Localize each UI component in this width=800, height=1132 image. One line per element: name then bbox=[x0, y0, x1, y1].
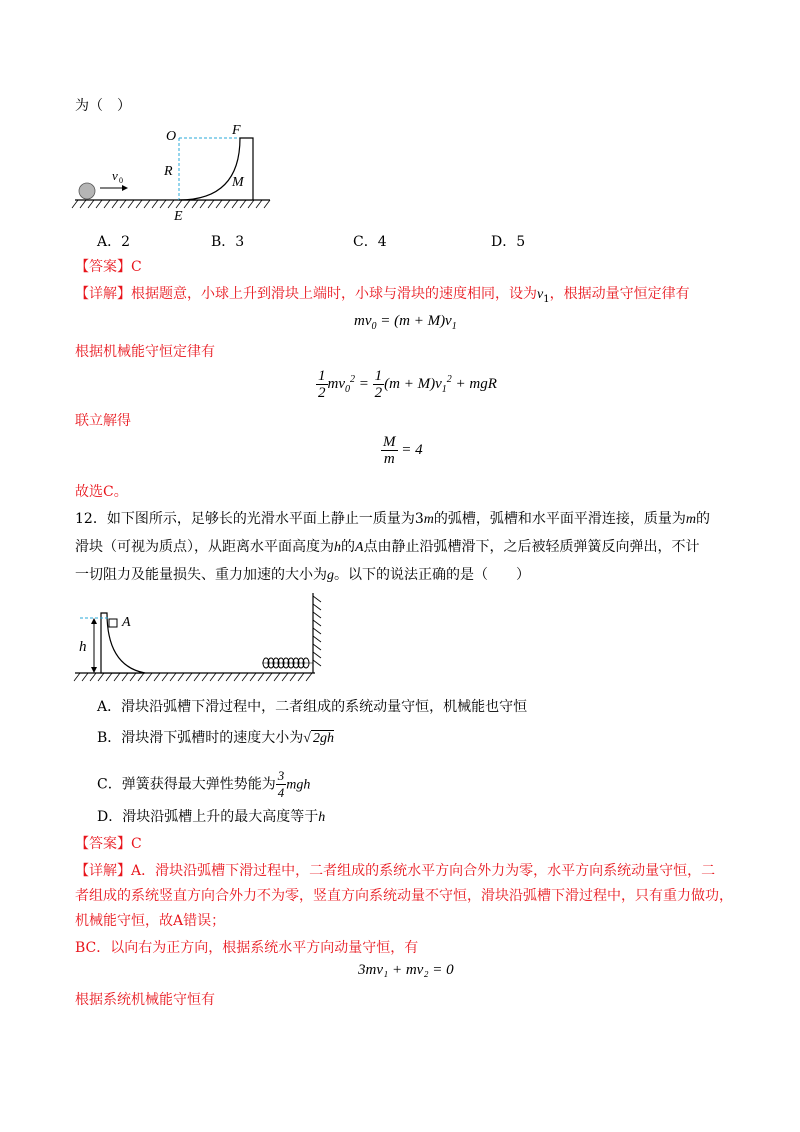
label-R: R bbox=[164, 164, 173, 179]
v0-sub: 0 bbox=[119, 176, 123, 185]
q12-stem-line-3 bbox=[75, 565, 530, 586]
detail-var-sub: 1 bbox=[543, 293, 550, 305]
q12-detail-line-3: 机械能守恒，故A错误； bbox=[75, 913, 226, 929]
label-h: h bbox=[79, 639, 87, 655]
detail-label: 【详解】 bbox=[75, 863, 131, 879]
q12-option-c bbox=[97, 768, 310, 801]
var-m: m bbox=[685, 512, 696, 527]
label-E: E bbox=[174, 209, 183, 224]
answer-value: C bbox=[131, 259, 142, 275]
var-h: h bbox=[318, 810, 326, 825]
stem-text: 一切阻力及能量损失、重力加速的大小为 bbox=[75, 567, 327, 583]
q11-option-b: B．3 bbox=[211, 234, 245, 250]
slider-block bbox=[179, 138, 253, 200]
stem-text: 点由静止沿弧槽滑下，之后被轻质弹簧反向弹出，不计 bbox=[363, 539, 700, 555]
q11-figure bbox=[70, 120, 280, 225]
var-m: m bbox=[423, 512, 434, 527]
block-A bbox=[109, 619, 117, 627]
detail-var: v bbox=[537, 287, 544, 302]
q11-answer bbox=[75, 257, 142, 277]
q11-line-energy: 根据机械能守恒定律有 bbox=[75, 344, 215, 360]
answer-value: C bbox=[131, 836, 142, 852]
q11-line-solve: 联立解得 bbox=[75, 413, 131, 429]
label-A: A bbox=[122, 615, 131, 630]
stem-text: 的弧槽，弧槽和水平面平滑连接，质量为 bbox=[433, 511, 686, 527]
q11-option-d: D．5 bbox=[491, 234, 526, 250]
q12-answer bbox=[75, 834, 142, 854]
sqrt-expr: 2gh bbox=[312, 731, 334, 746]
equation-energy: $\frac{1}{2}$ $mv_0^2$ = $\frac{1}{2}$ $(m + M)v_1^2$ + mgR bbox=[318, 368, 497, 401]
q12-option-a: A．滑块沿弧槽下滑过程中，二者组成的系统动量守恒，机械能也守恒 bbox=[97, 699, 528, 715]
label-M: M bbox=[232, 175, 244, 190]
q12-detail-line-5: 根据系统机械能守恒有 bbox=[75, 992, 215, 1008]
q12-figure bbox=[70, 588, 330, 688]
equation-momentum: $mv_0 = (m + M)v_1$ bbox=[354, 313, 457, 332]
detail-text: A．滑块沿弧槽下滑过程中，二者组成的系统水平方向合外力为零，水平方向系统动量守恒，二 bbox=[131, 863, 716, 879]
option-text: C．弹簧获得最大弹性势能为 bbox=[97, 776, 276, 793]
frac-den: 4 bbox=[277, 785, 285, 800]
label-O: O bbox=[166, 129, 177, 144]
stem-text: 的 bbox=[695, 511, 710, 527]
detail-label: 【详解】 bbox=[75, 286, 131, 302]
q12-option-b: B．滑块滑下弧槽时的速度大小为√ 2gh bbox=[97, 730, 334, 746]
answer-label: 【答案】 bbox=[75, 259, 131, 275]
frac-num: 3 bbox=[277, 768, 285, 783]
expr-mgh: mgh bbox=[286, 777, 311, 793]
q11-detail bbox=[75, 284, 690, 310]
q12-detail-line-2: 者组成的系统竖直方向合外力不为零，竖直方向系统动量不守恒，滑块沿弧槽下滑过程中，只有重力做功， bbox=[75, 888, 733, 904]
var-g: g bbox=[327, 568, 334, 583]
var-h: h bbox=[334, 540, 341, 555]
q12-stem-line-1 bbox=[75, 509, 710, 530]
equation-horizontal-momentum: 3mv₁ + mv₂ = 0 bbox=[358, 962, 454, 978]
option-text: D．滑块沿弧槽上升的最大高度等于 bbox=[97, 809, 319, 825]
v0-label: v bbox=[112, 168, 118, 183]
stem-text: 的 bbox=[341, 539, 355, 555]
stem-text: 12．如下图所示，足够长的光滑水平面上静止一质量为3 bbox=[75, 511, 424, 527]
q12-option-d bbox=[97, 807, 325, 828]
detail-text-2: ，根据动量守恒定律有 bbox=[549, 286, 690, 302]
stem-text: 滑块（可视为质点），从距离水平面高度为 bbox=[75, 539, 334, 555]
stem-text: 。以下的说法正确的是（ ） bbox=[334, 567, 530, 583]
var-A: A bbox=[355, 540, 364, 555]
q12-detail-line-1 bbox=[75, 861, 715, 881]
q11-stem-tail: 为（ ） bbox=[75, 98, 131, 114]
label-F: F bbox=[232, 123, 241, 138]
q11-line-choice: 故选C。 bbox=[75, 484, 128, 500]
ball bbox=[79, 183, 95, 199]
q12-stem-line-2 bbox=[75, 537, 700, 558]
q11-option-a: A．2 bbox=[97, 234, 131, 250]
detail-text-1: 根据题意，小球上升到滑块上端时，小球与滑块的速度相同，设为 bbox=[131, 286, 537, 302]
q11-option-c: C．4 bbox=[353, 234, 387, 250]
equation-ratio: $\frac{M}{m}$ = 4 bbox=[383, 434, 423, 467]
answer-label: 【答案】 bbox=[75, 836, 131, 852]
option-text: B．滑块滑下弧槽时的速度大小为 bbox=[97, 730, 304, 746]
q12-detail-line-4: BC．以向右为正方向，根据系统水平方向动量守恒，有 bbox=[75, 940, 419, 956]
